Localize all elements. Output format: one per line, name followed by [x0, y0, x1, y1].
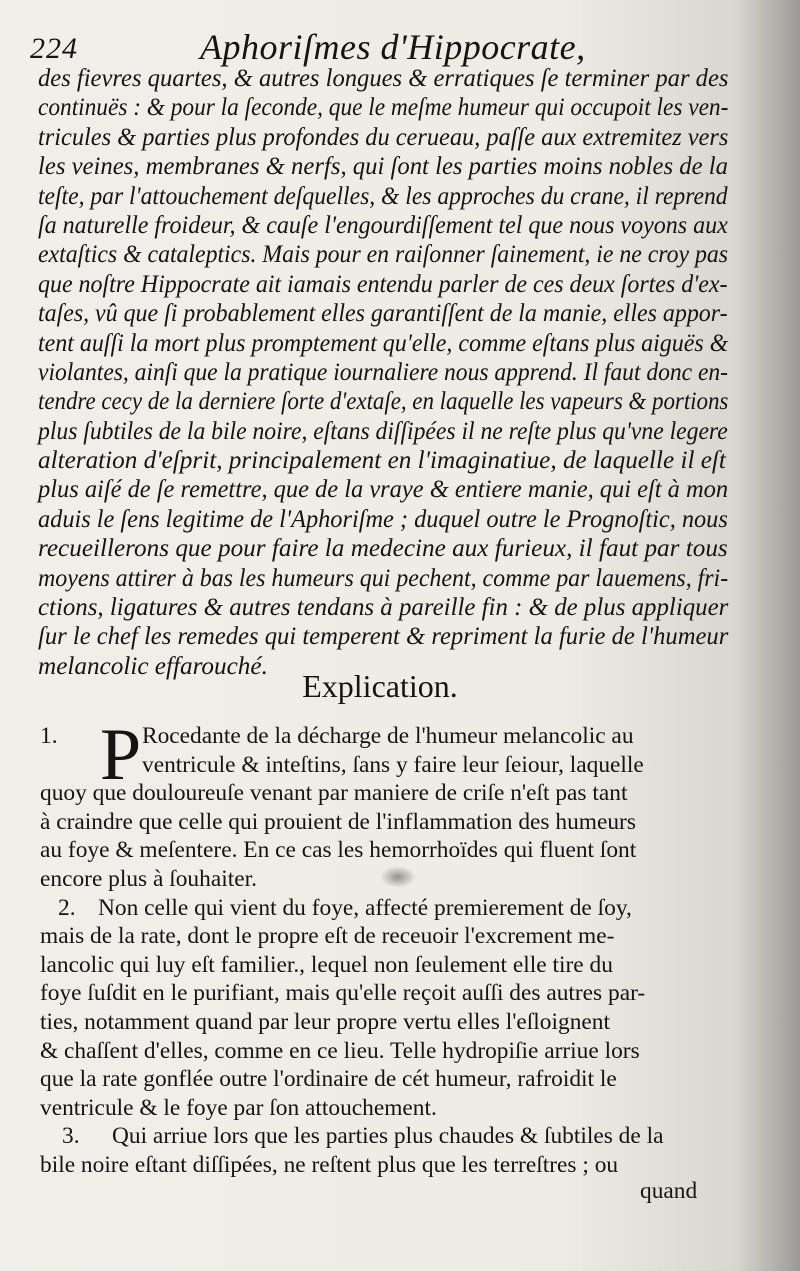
text-line: lancolic qui luy eſt familier., lequel non ſeulement elle tire du [40, 951, 613, 978]
text-line: Qui arriue lors que les parties plus chaudes & ſubtiles de la [112, 1123, 664, 1150]
text-line: Non celle qui vient du foye, affecté premierement de ſoy, [98, 894, 632, 921]
text-line: Rocedante de la décharge de l'humeur melancolic au [142, 723, 634, 749]
text-line: que noſtre Hippocrate ait iamais entendu parler de ces deux ſortes d'ex- [38, 270, 728, 298]
explication-text [40, 714, 724, 1180]
drop-cap: P [100, 714, 142, 796]
text-line: moyens attirer à bas les humeurs qui pechent, comme par lauemens, fri- [38, 564, 729, 592]
text-line: ventricule & inteſtins, ſans y faire leur ſeiour, laquelle [142, 751, 644, 778]
text-line: encore plus à ſouhaiter. [40, 865, 257, 892]
text-line: recueillerons que pour faire la medecine aux furieux, il faut par tous [38, 535, 728, 563]
text-line: plus aiſé de ſe remettre, que de la vraye & entiere manie, qui eſt à mon [38, 476, 729, 504]
text-line: aduis le ſens legitime de l'Aphoriſme ; duquel outre le Prognoſtic, nous [38, 505, 728, 533]
text-line: à craindre que celle qui prouient de l'inflammation des humeurs [40, 808, 636, 835]
text-line: melancolic effarouché. [38, 652, 268, 680]
text-line: ſa naturelle froideur, & cauſe l'engourdiſſement tel que nous voyons aux [38, 211, 728, 239]
text-line: les veines, membranes & nerfs, qui ſont les parties moins nobles de la [38, 153, 728, 181]
text-line: bile noire eſtant diſſipées, ne reſtent plus que les terreſtres ; ou [40, 1151, 619, 1178]
text-line: au foye & meſentere. En ce cas les hemorrhoïdes qui fluent ſont [40, 837, 637, 864]
paragraph-number: 1. [40, 723, 58, 749]
text-line: ctions, ligatures & autres tendans à pareille fin : & de plus appliquer [38, 594, 729, 622]
paragraph-3-first-line [40, 1122, 724, 1151]
paragraph-number: 3. [62, 1123, 80, 1150]
catchword: quand [640, 1178, 698, 1204]
text-line: tent auſſi la mort plus promptement qu'elle, comme eſtans plus aiguës & [38, 329, 729, 357]
text-line: extaſtics & cataleptics. Mais pour en raiſonner ſainement, ie ne croy pas [38, 241, 729, 269]
text-line: que la rate gonflée outre l'ordinaire de cét humeur, rafroidit le [40, 1066, 617, 1093]
text-line: foye ſuſdit en le purifiant, mais qu'elle reçoit auſſi des autres par- [40, 980, 646, 1007]
text-line: tricules & parties plus profondes du cerueau, paſſe aux extremitez vers [38, 123, 729, 151]
text-line: teſte, par l'attouchement deſquelles, & les approches du crane, il reprend [38, 182, 728, 210]
running-title: Aphoriſmes d'Hippocrate, [200, 27, 586, 67]
text-line: des fievres quartes, & autres longues & erratiques ſe terminer par des [38, 65, 729, 92]
commentary-text [38, 64, 728, 681]
text-line: ſur le chef les remedes qui temperent & repriment la furie de l'humeur [38, 623, 729, 651]
text-line: mais de la rate, dont le propre eſt de receuoir l'excrement me- [40, 923, 615, 950]
section-heading: Explication. [302, 668, 458, 704]
text-line: quoy que douloureuſe venant par maniere de criſe n'eſt pas tant [40, 780, 628, 807]
paragraph-2-first-line [40, 894, 724, 923]
paragraph-number: 2. [58, 894, 76, 921]
text-line: violantes, ainſi que la pratique iournaliere nous apprend. Il faut donc en- [38, 358, 728, 386]
text-line: continuës : & pour la ſeconde, que le meſme humeur qui occupoit les ven- [38, 94, 729, 122]
text-line: alteration d'eſprit, principalement en l'imaginatiue, de laquelle il eſt [38, 447, 726, 475]
ink-stain [380, 866, 416, 888]
text-line: ties, notamment quand par leur propre vertu elles l'eſloignent [40, 1008, 610, 1035]
text-line: taſes, vû que ſi probablement elles garantiſſent de la manie, elles appor- [38, 300, 728, 328]
text-line: ventricule & le foye par ſon attouchement. [40, 1094, 437, 1121]
text-line: & chaſſent d'elles, comme en ce lieu. Telle hydropiſie arriue lors [40, 1037, 640, 1064]
page-header [30, 26, 730, 66]
text-line: tendre cecy de la derniere ſorte d'extaſe, en laquelle les vapeurs & portions [38, 388, 729, 416]
text-line: plus ſubtiles de la bile noire, eſtans diſſipées il ne reſte plus qu'vne legere [38, 417, 728, 445]
page-number: 224 [30, 32, 78, 65]
